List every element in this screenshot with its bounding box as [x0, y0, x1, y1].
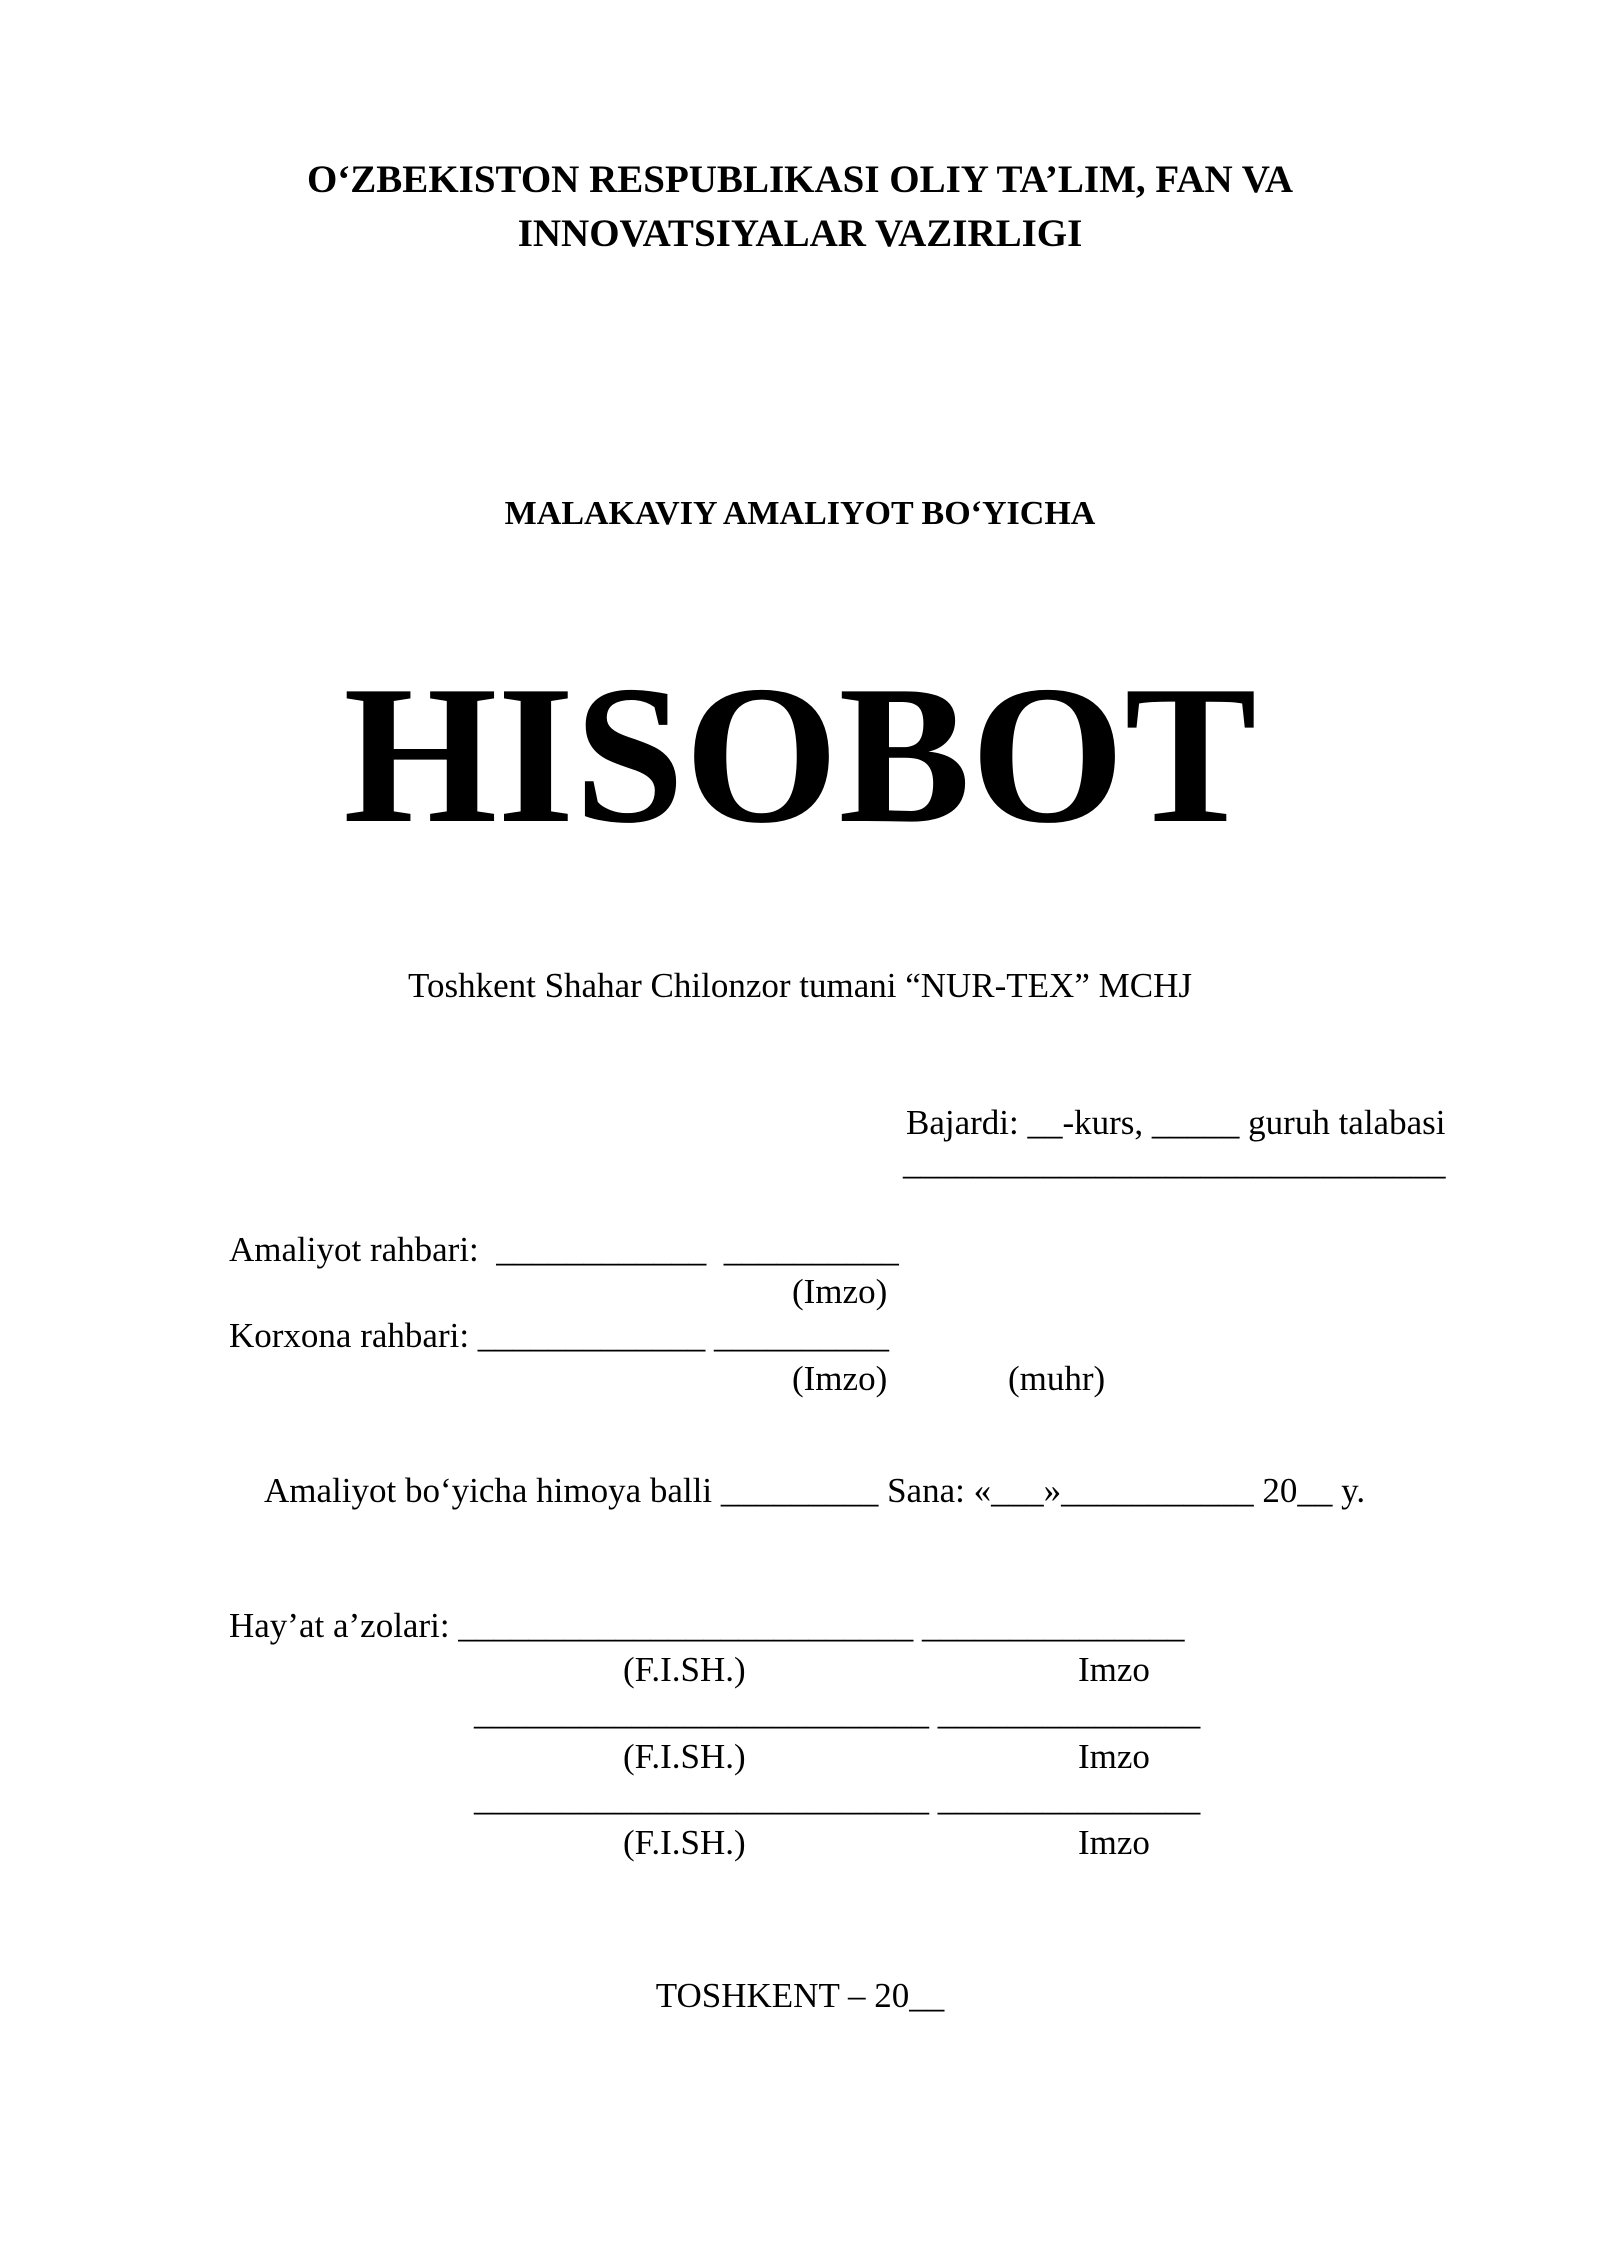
grade-date-line: Amaliyot bo‘yicha himoya balli _________ Sana: «___»___________ 20__ y.: [264, 1471, 1366, 1510]
company-head-sign-caption: (Imzo): [792, 1359, 888, 1398]
ministry-line-2: INNOVATSIYALAR VAZIRLIGI: [517, 212, 1083, 255]
commission-blank-line: __________________________ _______________: [474, 1779, 1201, 1818]
company-head-line: Korxona rahbari: _____________ __________: [229, 1316, 890, 1355]
performer-name-line: _______________________________: [903, 1143, 1446, 1182]
member-sign-caption: Imzo: [1078, 1737, 1150, 1776]
report-subtitle: MALAKAVIY AMALIYOT BO‘YICHA: [504, 495, 1096, 532]
member-sign-caption: Imzo: [1078, 1823, 1150, 1862]
commission-blank-line: __________________________ _______________: [474, 1693, 1201, 1732]
member-name-caption: (F.I.SH.): [623, 1650, 746, 1689]
practice-head-line: Amaliyot rahbari: ____________ __________: [229, 1230, 899, 1269]
report-title: HISOBOT: [343, 645, 1257, 864]
city-year-footer: TOSHKENT – 20__: [655, 1976, 945, 2015]
stamp-caption: (muhr): [1008, 1359, 1106, 1398]
performer-line: Bajardi: __-kurs, _____ guruh talabasi: [906, 1103, 1446, 1142]
organization-line: Toshkent Shahar Chilonzor tumani “NUR-TEX” MCHJ: [408, 966, 1192, 1005]
member-name-caption: (F.I.SH.): [623, 1823, 746, 1862]
member-name-caption: (F.I.SH.): [623, 1737, 746, 1776]
ministry-header: [0, 153, 1600, 261]
member-sign-caption: Imzo: [1078, 1650, 1150, 1689]
commission-line: Hay’at a’zolari: __________________________ _______________: [229, 1606, 1185, 1645]
practice-head-sign-caption: (Imzo): [792, 1272, 888, 1311]
ministry-line-1: O‘ZBEKISTON RESPUBLIKASI OLIY TA’LIM, FAN VA: [306, 158, 1294, 201]
